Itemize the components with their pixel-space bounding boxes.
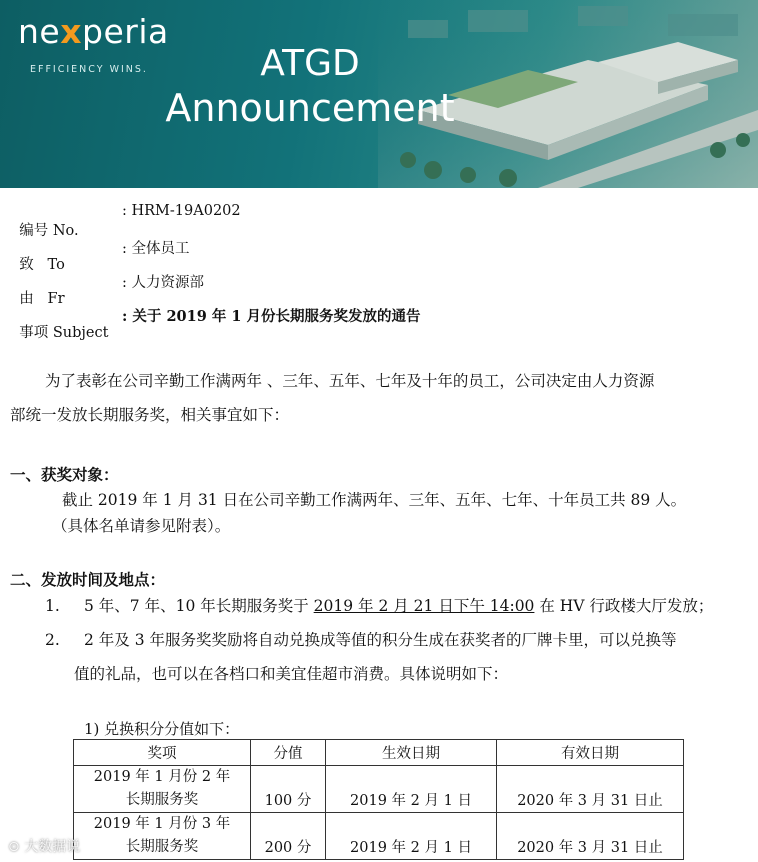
item-2-line-1: 2 年及 3 年服务奖奖励将自动兑换成等值的积分生成在获奖者的厂牌卡里，可以兑换等 bbox=[84, 631, 677, 649]
field-to-value: : 全体员工 bbox=[122, 241, 190, 257]
banner-title bbox=[160, 42, 460, 130]
field-subject-label: 事项 Subject bbox=[19, 325, 109, 341]
watermark-text: 大数据说 bbox=[24, 839, 81, 855]
section-1-line-2: （具体名单请参见附表）。 bbox=[52, 517, 231, 535]
section-1-line-1: 截止 2019 年 1 月 31 日在公司辛勤工作满两年、三年、五年、七年、十年员工共 89 人。 bbox=[62, 491, 687, 509]
field-subject bbox=[10, 305, 421, 358]
watermark bbox=[8, 836, 80, 856]
banner-title-line2: Announcement bbox=[165, 86, 455, 130]
header-banner bbox=[0, 0, 758, 188]
table-cell-expiry-date: 2020 年 3 月 31 日止 bbox=[497, 766, 684, 813]
table-header-expiry-date: 有效日期 bbox=[497, 740, 684, 766]
field-to-label: 致 To bbox=[19, 257, 65, 273]
points-table bbox=[73, 739, 684, 860]
table-cell-expiry-date: 2020 年 3 月 31 日止 bbox=[497, 813, 684, 860]
item-1-text: 5 年、7 年、10 年长期服务奖于 2019 年 2 月 21 日下午 14:00 在 HV 行政楼大厅发放； bbox=[84, 597, 714, 615]
item-2-line-2: 值的礼品，也可以在各档口和美宜佳超市消费。具体说明如下： bbox=[74, 665, 509, 683]
table-header-row bbox=[74, 740, 684, 766]
table-cell-points: 200 分 bbox=[251, 813, 326, 860]
table-header-points: 分值 bbox=[251, 740, 326, 766]
field-from-label: 由 Fr bbox=[19, 291, 65, 307]
field-from-value: : 人力资源部 bbox=[122, 275, 204, 291]
table-cell-award: 2019 年 1 月份 3 年 长期服务奖 bbox=[74, 813, 251, 860]
logo-tagline: EFFICIENCY WINS. bbox=[30, 64, 148, 75]
section-1-title: 一、获奖对象： bbox=[10, 465, 119, 484]
intro-line-2: 部统一发放长期服务奖，相关事宜如下： bbox=[10, 406, 290, 424]
intro-line-1: 为了表彰在公司辛勤工作满两年 、三年、五年、七年及十年的员工，公司决定由人力资源 bbox=[45, 372, 655, 390]
section-2-title: 二、发放时间及地点： bbox=[10, 570, 166, 589]
watermark-icon: ⊙ bbox=[8, 839, 20, 855]
item-1-datetime: 2019 年 2 月 21 日下午 14:00 bbox=[313, 597, 535, 615]
field-subject-value: : 关于 2019 年 1 月份长期服务奖发放的通告 bbox=[122, 308, 421, 325]
table-cell-start-date: 2019 年 2 月 1 日 bbox=[326, 766, 497, 813]
table-header-start-date: 生效日期 bbox=[326, 740, 497, 766]
item-2-number: 2. bbox=[45, 631, 60, 649]
table-row bbox=[74, 813, 684, 860]
table-row bbox=[74, 766, 684, 813]
table-header-award: 奖项 bbox=[74, 740, 251, 766]
sub-item-1: 1) 兑换积分分值如下： bbox=[84, 720, 240, 738]
table-cell-award: 2019 年 1 月份 2 年 长期服务奖 bbox=[74, 766, 251, 813]
table-cell-points: 100 分 bbox=[251, 766, 326, 813]
nexperia-logo: nexperia bbox=[18, 12, 169, 51]
field-number-label: 编号 No. bbox=[19, 223, 79, 239]
table-cell-start-date: 2019 年 2 月 1 日 bbox=[326, 813, 497, 860]
item-1-number: 1. bbox=[45, 597, 60, 615]
banner-title-line1: ATGD bbox=[260, 43, 360, 84]
field-number-value: : HRM-19A0202 bbox=[122, 203, 241, 219]
